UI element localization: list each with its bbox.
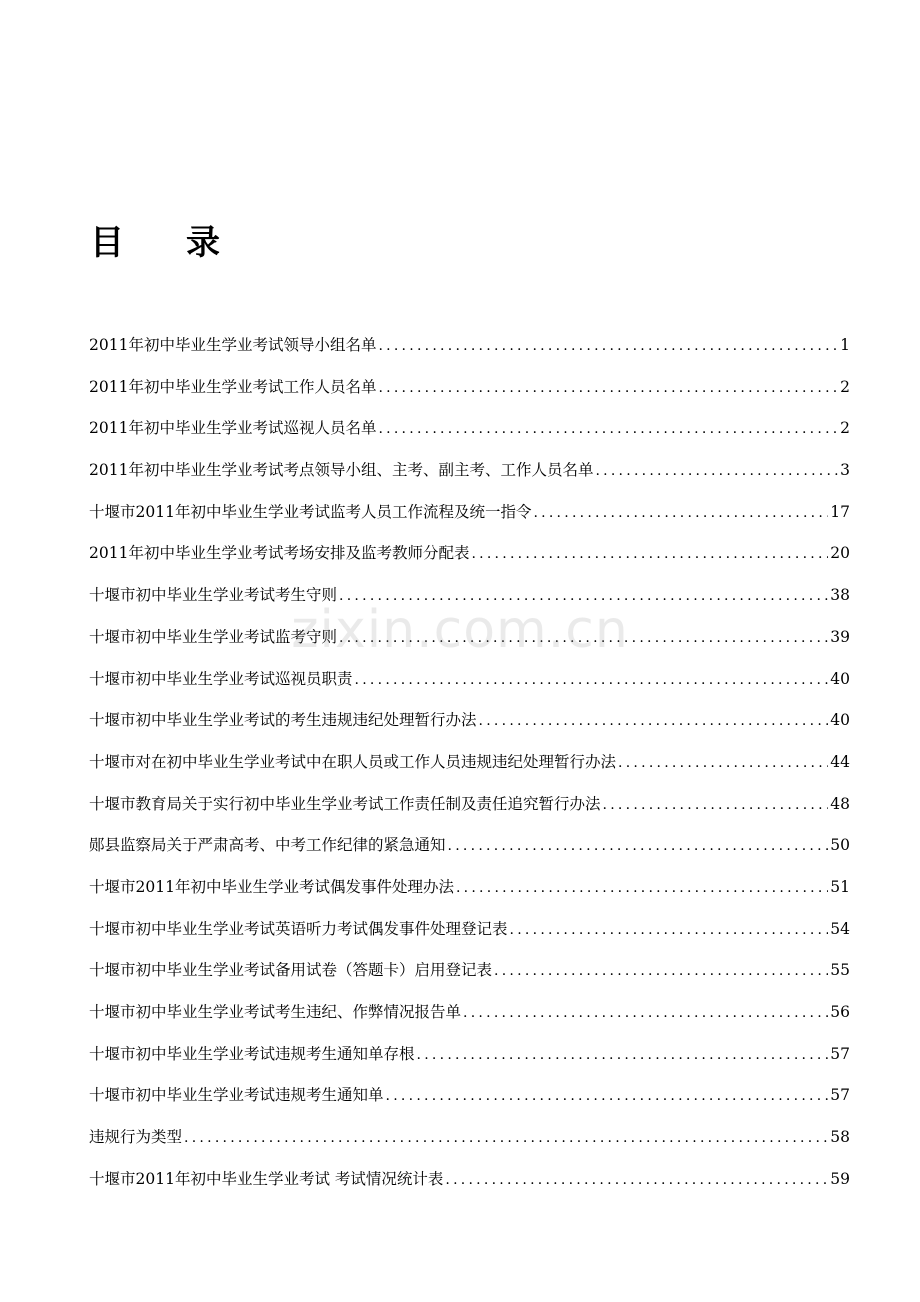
toc-dot-leader bbox=[595, 451, 838, 493]
toc-entry-title: 2011年初中毕业生学业考试巡视人员名单 bbox=[89, 419, 377, 438]
toc-entry-page-number: 50 bbox=[830, 836, 850, 855]
toc-dot-leader bbox=[378, 409, 838, 451]
toc-entry-title: 十堰市2011年初中毕业生学业考试偶发事件处理办法 bbox=[89, 877, 454, 896]
toc-entry-title: 十堰市初中毕业生学业考试巡视员职责 bbox=[89, 669, 353, 688]
toc-entry[interactable] bbox=[89, 408, 850, 450]
toc-entry-title: 十堰市初中毕业生学业考试考生守则 bbox=[89, 586, 338, 605]
toc-dot-leader bbox=[355, 660, 829, 702]
toc-dot-leader bbox=[533, 493, 828, 535]
toc-entry-page-number: 48 bbox=[830, 794, 850, 813]
toc-entry-title: 十堰市教育局关于实行初中毕业生学业考试工作责任制及责任追究暂行办法 bbox=[89, 794, 601, 813]
toc-entry[interactable] bbox=[89, 909, 850, 951]
toc-dot-leader bbox=[378, 326, 838, 368]
toc-entry-page-number: 17 bbox=[830, 502, 850, 521]
toc-entry[interactable] bbox=[89, 1034, 850, 1076]
toc-entry[interactable] bbox=[89, 367, 850, 409]
toc-entry[interactable] bbox=[89, 867, 850, 909]
toc-entry-title: 违规行为类型 bbox=[89, 1128, 183, 1147]
toc-entry-title: 十堰市初中毕业生学业考试英语听力考试偶发事件处理登记表 bbox=[89, 919, 508, 938]
toc-entry-page-number: 51 bbox=[830, 877, 850, 896]
toc-entry-title: 十堰市初中毕业生学业考试违规考生通知单存根 bbox=[89, 1044, 415, 1063]
toc-entry-page-number: 59 bbox=[830, 1169, 850, 1188]
toc-entry-page-number: 1 bbox=[840, 336, 850, 354]
toc-entry-page-number: 54 bbox=[830, 919, 850, 938]
toc-entry-title: 2011年初中毕业生学业考试工作人员名单 bbox=[89, 377, 377, 396]
toc-heading-char-1: 目 bbox=[90, 223, 124, 263]
toc-entry-page-number: 2 bbox=[840, 377, 850, 396]
toc-entry[interactable] bbox=[89, 742, 850, 784]
toc-entry-page-number: 20 bbox=[830, 544, 850, 563]
toc-dot-leader bbox=[494, 951, 828, 993]
toc-entry-page-number: 38 bbox=[830, 586, 850, 605]
toc-dot-leader bbox=[479, 701, 829, 743]
toc-dot-leader bbox=[386, 1076, 829, 1118]
toc-entry[interactable] bbox=[89, 784, 850, 826]
toc-entry-title: 2011年初中毕业生学业考试考点领导小组、主考、副主考、工作人员名单 bbox=[89, 461, 594, 480]
toc-dot-leader bbox=[510, 910, 829, 952]
toc-heading-char-2: 录 bbox=[186, 223, 220, 263]
toc-entry-page-number: 57 bbox=[830, 1044, 850, 1063]
toc-entry-page-number: 55 bbox=[830, 961, 850, 980]
toc-entry[interactable] bbox=[89, 950, 850, 992]
toc-entry-page-number: 40 bbox=[830, 711, 850, 730]
toc-entry-title: 十堰市初中毕业生学业考试监考守则 bbox=[89, 627, 338, 646]
toc-entry-title: 十堰市初中毕业生学业考试违规考生通知单 bbox=[89, 1086, 384, 1105]
toc-entry-title: 十堰市初中毕业生学业考试备用试卷（答题卡）启用登记表 bbox=[89, 961, 493, 980]
toc-entry-page-number: 40 bbox=[830, 669, 850, 688]
toc-entry-page-number: 57 bbox=[830, 1086, 850, 1105]
toc-dot-leader bbox=[378, 368, 838, 410]
toc-heading bbox=[90, 215, 220, 264]
toc-entry-title: 2011年初中毕业生学业考试领导小组名单 bbox=[89, 336, 377, 354]
toc-list bbox=[89, 325, 850, 1200]
toc-entry-page-number: 2 bbox=[840, 419, 850, 438]
toc-entry-page-number: 56 bbox=[830, 1003, 850, 1021]
toc-dot-leader bbox=[463, 993, 828, 1035]
toc-dot-leader bbox=[456, 868, 828, 910]
toc-dot-leader bbox=[417, 1035, 829, 1077]
toc-entry[interactable] bbox=[89, 325, 850, 367]
toc-entry[interactable] bbox=[89, 1159, 850, 1201]
watermark: zixin.com.cn bbox=[291, 600, 629, 660]
toc-entry-title: 十堰市2011年初中毕业生学业考试 考试情况统计表 bbox=[89, 1169, 444, 1188]
toc-entry-page-number: 58 bbox=[830, 1128, 850, 1147]
toc-entry[interactable] bbox=[89, 575, 850, 617]
toc-entry-title: 2011年初中毕业生学业考试考场安排及监考教师分配表 bbox=[89, 544, 470, 563]
toc-entry[interactable] bbox=[89, 1075, 850, 1117]
toc-entry-page-number: 3 bbox=[840, 461, 850, 480]
toc-entry[interactable] bbox=[89, 450, 850, 492]
toc-entry-page-number: 44 bbox=[830, 752, 850, 771]
toc-entry-title: 十堰市初中毕业生学业考试考生违纪、作弊情况报告单 bbox=[89, 1003, 462, 1021]
toc-dot-leader bbox=[603, 785, 829, 827]
toc-entry-title: 十堰市初中毕业生学业考试的考生违规违纪处理暂行办法 bbox=[89, 711, 477, 730]
toc-entry-page-number: 39 bbox=[830, 627, 850, 646]
toc-entry[interactable] bbox=[89, 533, 850, 575]
toc-entry[interactable] bbox=[89, 992, 850, 1034]
toc-entry-title: 郧县监察局关于严肃高考、中考工作纪律的紧急通知 bbox=[89, 836, 446, 855]
toc-entry[interactable] bbox=[89, 492, 850, 534]
toc-dot-leader bbox=[339, 618, 828, 660]
toc-entry[interactable] bbox=[89, 700, 850, 742]
toc-entry[interactable] bbox=[89, 659, 850, 701]
toc-dot-leader bbox=[339, 576, 828, 618]
toc-dot-leader bbox=[445, 1160, 828, 1202]
toc-entry[interactable] bbox=[89, 825, 850, 867]
toc-dot-leader bbox=[448, 826, 829, 868]
toc-entry-title: 十堰市对在初中毕业生学业考试中在职人员或工作人员违规违纪处理暂行办法 bbox=[89, 752, 617, 771]
toc-dot-leader bbox=[184, 1118, 828, 1160]
toc-dot-leader bbox=[618, 743, 828, 785]
toc-entry[interactable] bbox=[89, 1117, 850, 1159]
toc-entry[interactable] bbox=[89, 617, 850, 659]
toc-entry-title: 十堰市2011年初中毕业生学业考试监考人员工作流程及统一指令 bbox=[89, 502, 532, 521]
toc-dot-leader bbox=[471, 534, 828, 576]
